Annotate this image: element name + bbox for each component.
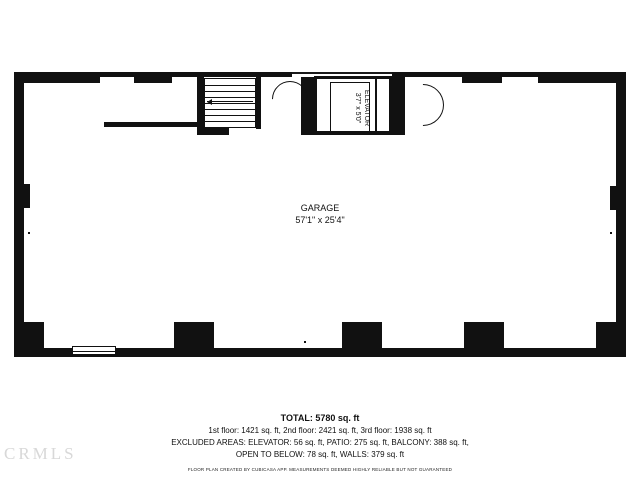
wall-bottom-pier-2: [342, 322, 382, 357]
wall-left-lower: [14, 208, 24, 322]
stair-step: [205, 121, 257, 122]
wall-right-bottom-pier: [596, 322, 626, 357]
stair-direction-arrow: [207, 101, 253, 102]
floor-breakdown: 1st floor: 1421 sq. ft, 2nd floor: 2421 sq. ft, 3rd floor: 1938 sq. ft: [208, 426, 432, 435]
wall-right-upper: [616, 72, 626, 186]
stair-step: [205, 109, 257, 110]
elevator-label: ELEVATOR: [363, 89, 370, 127]
measure-dot-right: [610, 232, 612, 234]
measure-dot-bottom: [304, 341, 306, 343]
wall-top-left: [14, 72, 100, 83]
stair-step: [205, 85, 257, 86]
wall-top-left-pier: [134, 72, 172, 83]
interior-wall-stair-side: [197, 77, 204, 127]
floor-plan-caption: [0, 412, 640, 474]
wall-top-right-b: [502, 72, 538, 77]
elevator-shaft: [314, 76, 392, 134]
wall-left-upper: [14, 72, 24, 184]
room-dimensions: 57'1" x 25'4": [295, 215, 345, 225]
wall-bottom-pier-1: [174, 322, 214, 357]
wall-bottom-mid-b: [382, 348, 464, 357]
floor-plan-drawing: [14, 72, 626, 357]
wall-left-pier: [14, 184, 30, 208]
watermark-logo: CRMLS: [4, 444, 77, 463]
elevator-cab: [330, 82, 370, 132]
wall-right-lower: [616, 210, 626, 322]
room-name: GARAGE: [300, 203, 340, 213]
elevator-text-block: [331, 83, 371, 133]
opening-bar: [73, 351, 115, 352]
wall-left-bottom-pier: [14, 322, 44, 357]
garage-door-opening: [72, 346, 116, 355]
measure-dot-left: [28, 232, 30, 234]
wall-bottom-right: [504, 348, 596, 357]
stair-step: [205, 115, 257, 116]
excluded-areas: EXCLUDED AREAS: ELEVATOR: 56 sq. ft, PATIO: 275 sq. ft, BALCONY: 388 sq. ft,: [171, 438, 469, 447]
room-label-garage: [250, 202, 390, 226]
elevator-dimensions: 3'7" x 5'0": [354, 92, 361, 124]
disclaimer-text: FLOOR PLAN CREATED BY CUBICASA APP. MEASUREMENTS DEEMED HIGHLY RELIABLE BUT NOT GUARANTEED: [187, 467, 453, 472]
wall-top-mid-a: [172, 72, 292, 77]
total-area: TOTAL: 5780 sq. ft: [280, 413, 360, 423]
stair-step: [205, 91, 257, 92]
open-to-below: OPEN TO BELOW: 78 sq. ft, WALLS: 379 sq. ft: [235, 450, 405, 459]
stair-step: [205, 97, 257, 98]
wall-top-left-b: [100, 72, 134, 77]
wall-bottom-pier-3: [464, 322, 504, 357]
wall-right-pier: [610, 186, 626, 210]
staircase: [204, 78, 256, 128]
wall-bottom-mid-a: [214, 348, 342, 357]
wall-top-right: [538, 72, 626, 83]
wall-top-right-pier: [462, 72, 502, 83]
elevator-divider: [375, 79, 377, 131]
stair-step: [205, 103, 257, 104]
